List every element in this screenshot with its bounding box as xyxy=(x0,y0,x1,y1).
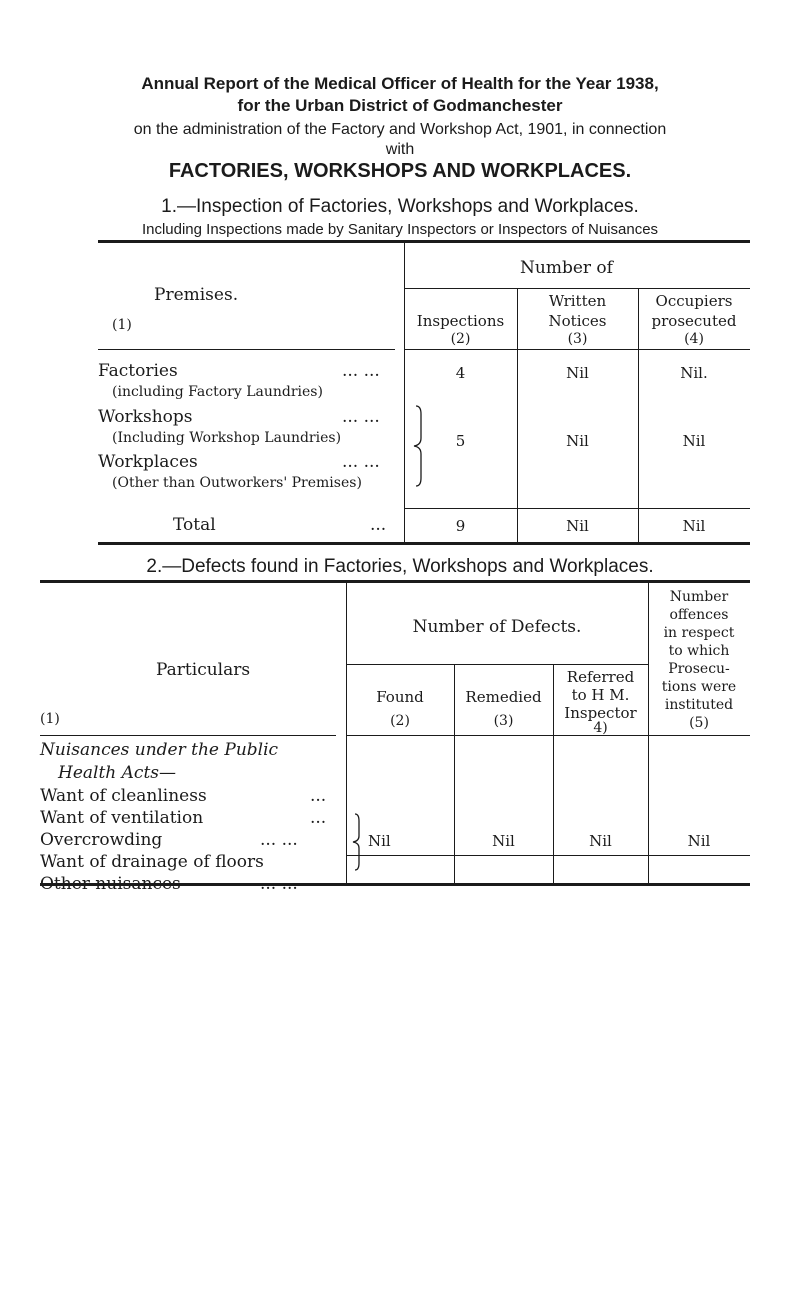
total-inspections: 9 xyxy=(455,517,466,535)
leader-dots: ... ... xyxy=(342,361,380,381)
cell-notices: Nil xyxy=(566,432,589,450)
cell-remedied: Nil xyxy=(492,832,515,850)
table1-bottom-rule xyxy=(98,542,750,545)
section1-heading: 1.—Inspection of Factories, Workshops and Workplaces. xyxy=(161,196,639,217)
total-notices: Nil xyxy=(566,517,589,535)
notices-col-num: (3) xyxy=(567,331,588,347)
cell-found: Nil xyxy=(368,832,391,850)
cell-referred: Nil xyxy=(589,832,612,850)
leader-dots: ... xyxy=(370,515,387,535)
prosecuted-header: Occupiers xyxy=(655,292,733,310)
row-sublabel: (Including Workshop Laundries) xyxy=(112,430,342,446)
section2-heading: 2.—Defects found in Factories, Workshops and Workplaces. xyxy=(146,556,654,577)
inspections-header: Inspections xyxy=(416,312,505,330)
table1-total-rule xyxy=(404,508,750,509)
spacer xyxy=(40,880,750,881)
total-label: Total xyxy=(173,515,216,535)
row-label-workshops: Workshops xyxy=(98,407,193,427)
referred-header: Referred xyxy=(566,668,635,686)
table2-top-rule xyxy=(40,580,750,583)
referred-col-num: 4) xyxy=(593,720,608,736)
table2-total-rule xyxy=(346,855,750,856)
cell-inspections: 5 xyxy=(455,432,466,450)
table1-col-divider xyxy=(404,240,405,542)
section1-subheading: Including Inspections made by Sanitary Inspectors or Inspectors of Nuisances xyxy=(141,221,659,238)
report-title-line2: for the Urban District of Godmanchester xyxy=(237,96,563,115)
leader-dots: ... xyxy=(310,808,327,828)
offences-header: in respect xyxy=(663,625,735,641)
report-title-line1: Annual Report of the Medical Officer of Health for the Year 1938, xyxy=(141,74,659,93)
offences-header: tions were xyxy=(661,679,737,695)
found-col-num: (2) xyxy=(390,713,410,729)
offences-header: Number xyxy=(669,589,729,605)
leader-dots: ... ... xyxy=(260,830,298,850)
cell-notices: Nil xyxy=(566,364,589,382)
remedied-header: Remedied xyxy=(465,688,542,706)
row-label-workplaces: Workplaces xyxy=(98,452,198,472)
report-intro-line2: with xyxy=(385,141,415,158)
referred-header: to H M. xyxy=(571,686,630,704)
premises-col-num: (1) xyxy=(112,317,132,333)
number-of-header: Number of xyxy=(520,258,613,278)
offences-header: Prosecu- xyxy=(668,661,730,677)
nuisances-heading: Nuisances under the Public xyxy=(40,740,279,760)
referred-header: Inspector xyxy=(564,704,637,722)
cell-inspections: 4 xyxy=(455,364,466,382)
leader-dots: ... ... xyxy=(260,874,298,894)
notices-header: Written xyxy=(548,292,607,310)
leader-dots: ... xyxy=(310,786,327,806)
cell-prosecuted: Nil xyxy=(682,432,706,450)
table1-header-rule xyxy=(98,349,395,350)
row-sublabel: (Other than Outworkers' Premises) xyxy=(112,475,362,491)
row-sublabel: (including Factory Laundries) xyxy=(112,384,323,400)
page-title: FACTORIES, WORKSHOPS AND WORKPLACES. xyxy=(168,160,632,182)
brace-icon xyxy=(350,812,364,872)
offences-header: offences xyxy=(669,607,729,623)
report-intro-line1: on the administration of the Factory and Workshop Act, 1901, in connection xyxy=(133,121,667,138)
table2-header-rule xyxy=(40,735,336,736)
particulars-col-num: (1) xyxy=(40,711,60,727)
inspections-col-num: (2) xyxy=(450,331,471,347)
row-label-factories: Factories xyxy=(98,361,178,381)
table2-header-rule xyxy=(346,735,750,736)
number-of-defects-header: Number of Defects. xyxy=(412,617,582,637)
offences-header: instituted xyxy=(664,697,734,713)
table1-top-rule xyxy=(98,240,750,243)
found-header: Found xyxy=(376,688,424,706)
list-item: Want of drainage of floors xyxy=(40,852,264,872)
list-item: Want of cleanliness xyxy=(40,786,207,806)
total-prosecuted: Nil xyxy=(682,517,706,535)
offences-header: to which xyxy=(668,643,730,659)
remedied-col-num: (3) xyxy=(493,713,514,729)
cell-prosecuted: Nil. xyxy=(680,364,708,382)
particulars-header: Particulars xyxy=(156,660,251,680)
premises-header: Premises. xyxy=(154,285,239,305)
list-item: Want of ventilation xyxy=(40,808,204,828)
list-item: Overcrowding xyxy=(40,830,163,850)
table1-numberof-rule xyxy=(404,288,750,289)
table2-defects-rule xyxy=(346,664,648,665)
notices-header: Notices xyxy=(548,312,607,330)
leader-dots: ... ... xyxy=(342,452,380,472)
prosecuted-col-num: (4) xyxy=(684,331,704,347)
nuisances-heading: Health Acts— xyxy=(58,763,176,783)
cell-offences: Nil xyxy=(687,832,711,850)
offences-col-num: (5) xyxy=(689,715,709,731)
leader-dots: ... ... xyxy=(342,407,380,427)
table1-header-rule xyxy=(404,349,750,350)
prosecuted-header: prosecuted xyxy=(651,312,737,330)
list-item: Other nuisances xyxy=(40,874,181,894)
